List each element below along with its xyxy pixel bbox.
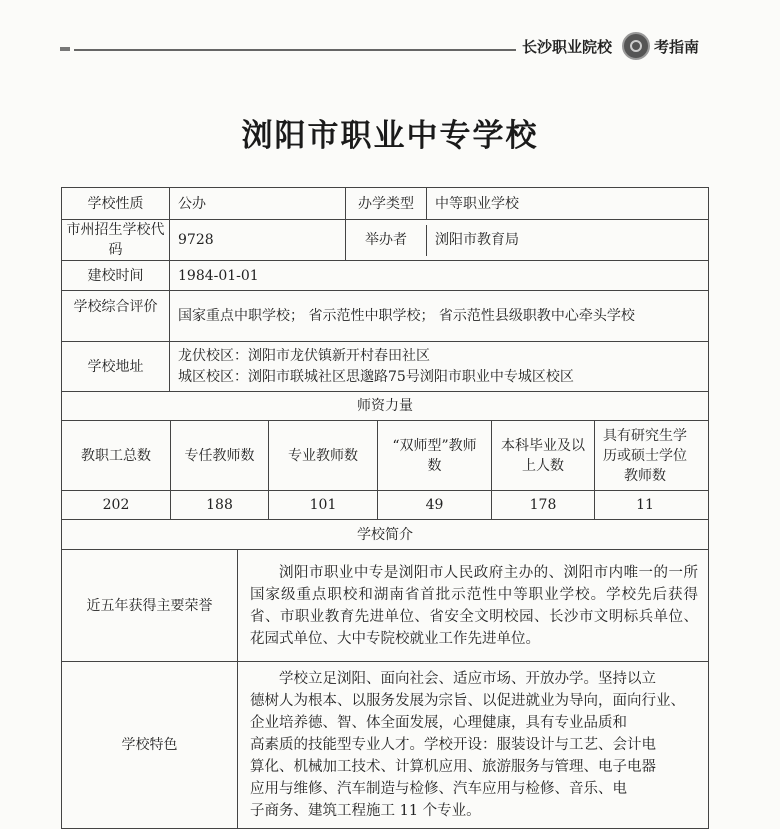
header-rule bbox=[74, 49, 564, 51]
sponsor-cell bbox=[346, 220, 709, 261]
table-row bbox=[62, 220, 709, 261]
faculty-header-cell bbox=[62, 421, 709, 491]
faculty-value: 11 bbox=[636, 497, 654, 513]
seal-icon bbox=[622, 32, 650, 60]
faculty-value: 49 bbox=[378, 491, 492, 519]
header-marker bbox=[60, 47, 70, 51]
features-line: 子商务、建筑工程施工 11 个专业。 bbox=[250, 803, 481, 819]
faculty-header: 专业教师数 bbox=[269, 421, 378, 490]
sponsor-value: 浏阳市教育局 bbox=[435, 232, 519, 248]
faculty-value-cell bbox=[62, 491, 709, 520]
address-label: 学校地址 bbox=[62, 342, 170, 392]
faculty-header: 专任教师数 bbox=[171, 421, 269, 490]
type-label: 办学类型 bbox=[346, 188, 427, 219]
table-row bbox=[62, 550, 709, 662]
honors-label: 近五年获得主要荣誉 bbox=[62, 550, 238, 662]
eval-label: 学校综合评价 bbox=[62, 291, 170, 342]
table-row bbox=[62, 421, 709, 491]
table-row bbox=[62, 261, 709, 291]
nature-value: 公办 bbox=[170, 188, 346, 220]
school-info-table bbox=[61, 187, 709, 829]
features-line: 算化、机械加工技术、计算机应用、旅游服务与管理、电子电器 bbox=[250, 759, 656, 775]
type-cell bbox=[346, 188, 709, 220]
intro-section-title: 学校简介 bbox=[62, 520, 709, 550]
features-line: 德树人为根本、以服务发展为宗旨、以促进就业为导向，面向行业、 bbox=[250, 693, 685, 709]
features-line: 应用与维修、汽车制造与检修、汽车应用与检修、音乐、电 bbox=[250, 781, 627, 797]
table-row bbox=[62, 662, 709, 829]
founded-value: 1984-01-01 bbox=[170, 261, 709, 291]
faculty-value: 101 bbox=[269, 491, 378, 519]
table-row bbox=[62, 342, 709, 392]
features-label: 学校特色 bbox=[62, 662, 238, 829]
code-label: 市州招生学校代码 bbox=[62, 220, 170, 261]
table-row bbox=[62, 291, 709, 342]
faculty-header: 教职工总数 bbox=[62, 421, 171, 490]
running-header bbox=[60, 34, 720, 62]
table-row bbox=[62, 188, 709, 220]
address-line-2: 城区校区：浏阳市联城社区思邈路75号浏阳市职业中专城区校区 bbox=[178, 368, 574, 385]
faculty-header: 具有研究生学历或硕士学位教师数 bbox=[603, 427, 687, 484]
code-value: 9728 bbox=[170, 220, 346, 261]
sponsor-label: 举办者 bbox=[346, 225, 427, 256]
honors-text: 浏阳市职业中专是浏阳市人民政府主办的、浏阳市内唯一的一所国家级重点职校和湖南省首批示范性中等职业学校。学校先后获得省、市职业教育先进单位、省安全文明校园、长沙市文明标兵单位、花园式单位、大中专院校就业工作先进单位。 bbox=[238, 550, 709, 662]
founded-label: 建校时间 bbox=[62, 261, 170, 291]
features-text bbox=[238, 662, 709, 829]
address-line-1: 龙伏校区：浏阳市龙伏镇新开村春田社区 bbox=[178, 347, 430, 364]
table-row bbox=[62, 520, 709, 550]
faculty-value: 202 bbox=[62, 491, 171, 519]
table-row bbox=[62, 392, 709, 421]
faculty-section-title: 师资力量 bbox=[62, 392, 709, 421]
faculty-value: 178 bbox=[492, 491, 595, 519]
features-line: 学校立足浏阳、面向社会、适应市场、开放办学。坚持以立 bbox=[279, 671, 656, 687]
header-guide-text: 考指南 bbox=[654, 38, 700, 56]
table-row bbox=[62, 491, 709, 520]
nature-label: 学校性质 bbox=[62, 188, 170, 220]
faculty-header: 本科毕业及以上人数 bbox=[492, 421, 595, 490]
header-school-name: 长沙职业院校 bbox=[516, 36, 618, 57]
page-title: 浏阳市职业中专学校 bbox=[241, 118, 539, 154]
address-value bbox=[170, 342, 709, 392]
faculty-header: “双师型”教师数 bbox=[378, 421, 492, 490]
eval-value: 国家重点中职学校； 省示范性中职学校； 省示范性县级职教中心牵头学校 bbox=[170, 291, 709, 342]
features-line: 企业培养德、智、体全面发展，心理健康，具有专业品质和 bbox=[250, 715, 627, 731]
faculty-value: 188 bbox=[171, 491, 269, 519]
features-line: 高素质的技能型专业人才。学校开设：服装设计与工艺、会计电 bbox=[250, 737, 656, 753]
type-value: 中等职业学校 bbox=[435, 195, 519, 212]
